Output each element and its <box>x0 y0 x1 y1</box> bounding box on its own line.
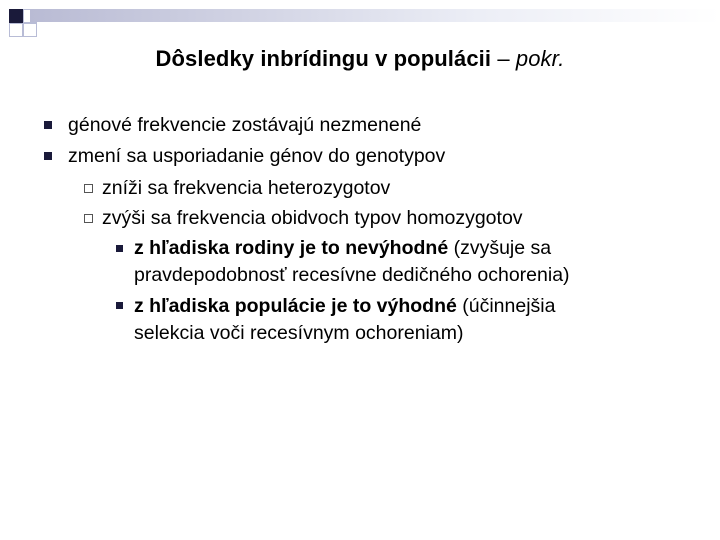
title-main: Dôsledky inbrídingu v populácii <box>155 46 492 71</box>
sub-bullet-text: zvýši sa frekvencia obidvoch typov homozygotov <box>102 207 523 229</box>
sub-sub-bullet-continuation: pravdepodobnosť recesívne dedičného ochorenia) <box>134 264 570 286</box>
normal-text: (účinnejšia <box>456 295 556 317</box>
emphasis-text: z hľadiska rodiny je to nevýhodné <box>134 237 449 259</box>
sub-sub-bullet-text <box>134 236 551 260</box>
square-bullet-icon <box>44 121 52 129</box>
square-bullet-icon <box>44 152 52 160</box>
emphasis-text: z hľadiska populácie je to výhodné <box>134 295 457 317</box>
sub-sub-bullet-continuation: selekcia voči recesívnym ochoreniam) <box>134 322 464 344</box>
sub-bullet-text: zníži sa frekvencia heterozygotov <box>102 177 391 199</box>
square-bullet-icon <box>116 245 123 252</box>
square-bullet-icon <box>116 302 123 309</box>
sub-sub-bullet-text <box>134 294 555 318</box>
normal-text: (zvyšuje sa <box>448 237 552 259</box>
checkbox-bullet-icon <box>84 214 93 223</box>
bullet-text: génové frekvencie zostávajú nezmenené <box>68 114 422 136</box>
bullet-text: zmení sa usporiadanie génov do genotypov <box>68 145 446 167</box>
title-separator: – <box>491 46 516 71</box>
title-continuation: pokr. <box>515 46 565 71</box>
checkbox-bullet-icon <box>84 184 93 193</box>
